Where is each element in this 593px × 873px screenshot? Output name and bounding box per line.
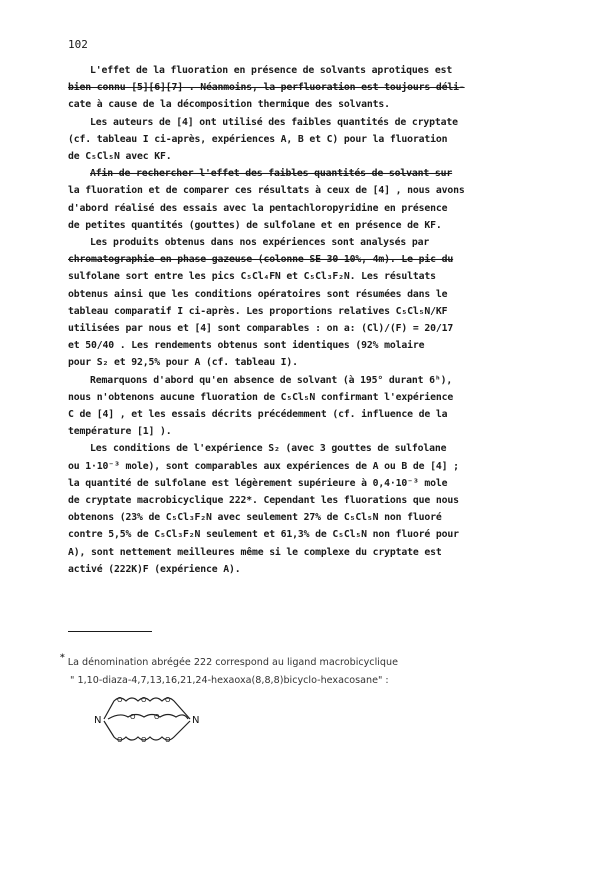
text-line: sulfolane sort entre les pics C₅Cl₄FN et C₅Cl₃F₂N. Les résultats bbox=[68, 271, 436, 283]
text-line: A), sont nettement meilleures même si le complexe du cryptate est bbox=[68, 546, 442, 558]
paragraph-1 bbox=[68, 62, 523, 114]
text-line: Afin de rechercher l'effet des faibles quantités de solvant sur bbox=[90, 168, 453, 180]
text-line: de C₅Cl₅N avec KF. bbox=[68, 151, 172, 163]
oxygen-label: O bbox=[117, 696, 123, 704]
oxygen-label: O bbox=[154, 713, 160, 721]
oxygen-label: O bbox=[165, 736, 171, 744]
text-line: la quantité de sulfolane est légèrement supérieure à 0,4·10⁻³ mole bbox=[68, 477, 448, 489]
text-line: la fluoration et de comparer ces résultats à ceux de [4] , nous avons bbox=[68, 185, 465, 197]
cryptand-structure-diagram bbox=[92, 692, 212, 748]
text-line: Les produits obtenus dans nos expériences sont analysés par bbox=[90, 237, 430, 249]
text-line: nous n'obtenons aucune fluoration de C₅Cl₅N confirmant l'expérience bbox=[68, 391, 454, 403]
paragraph-5 bbox=[68, 372, 523, 441]
oxygen-label: O bbox=[141, 736, 147, 744]
text-line: de cryptate macrobicyclique 222*. Cependant les fluorations que nous bbox=[68, 495, 459, 507]
paragraph-2 bbox=[68, 114, 523, 166]
text-line: obtenons (23% de C₅Cl₃F₂N avec seulement 27% de C₅Cl₅N non fluoré bbox=[68, 512, 442, 524]
text-line: cate à cause de la décomposition thermique des solvants. bbox=[68, 99, 390, 111]
text-line: activé (222K)F (expérience A). bbox=[68, 563, 241, 575]
text-line: (cf. tableau I ci-après, expériences A, B et C) pour la fluoration bbox=[68, 133, 448, 145]
text-line: utilisées par nous et [4] sont comparables : on a: (Cl)/(F) = 20/17 bbox=[68, 323, 454, 335]
oxygen-label: O bbox=[141, 696, 147, 704]
nitrogen-right-label: N bbox=[192, 715, 200, 726]
text-line: ou 1·10⁻³ mole), sont comparables aux expériences de A ou B de [4] ; bbox=[68, 460, 459, 472]
text-line: tableau comparatif I ci-après. Les proportions relatives C₅Cl₅N/KF bbox=[68, 305, 448, 317]
text-line: pour S₂ et 92,5% pour A (cf. tableau I). bbox=[68, 357, 298, 369]
text-line: obtenus ainsi que les conditions opératoires sont résumées dans le bbox=[68, 288, 448, 300]
text-line: Remarquons d'abord qu'en absence de solvant (à 195° durant 6ʰ), bbox=[90, 374, 453, 386]
oxygen-label: O bbox=[117, 736, 123, 744]
page-number: 102 bbox=[68, 38, 88, 51]
footnote-marker: * bbox=[60, 653, 65, 663]
oxygen-label: O bbox=[130, 713, 136, 721]
text-line: Les conditions de l'expérience S₂ (avec 3 gouttes de sulfolane bbox=[90, 443, 447, 455]
text-line: température [1] ). bbox=[68, 426, 172, 438]
text-line: chromatographie en phase gazeuse (colonne SE 30 10%, 4m). Le pic du bbox=[68, 254, 454, 266]
text-line: C de [4] , et les essais décrits précédemment (cf. influence de la bbox=[68, 409, 448, 421]
text-line: d'abord réalisé des essais avec la pentachloropyridine en présence bbox=[68, 202, 448, 214]
paragraph-4 bbox=[68, 234, 523, 372]
text-line: et 50/40 . Les rendements obtenus sont identiques (92% molaire bbox=[68, 340, 425, 352]
text-line: bien connu [5][6][7] . Néanmoins, la perfluoration est toujours déli- bbox=[68, 82, 465, 94]
footnote-line-2: " 1,10-diaza-4,7,13,16,21,24-hexaoxa(8,8,8)bicyclo-hexacosane" : bbox=[70, 675, 389, 686]
body-text bbox=[68, 62, 523, 578]
text-line: Les auteurs de [4] ont utilisé des faibles quantités de cryptate bbox=[90, 116, 458, 128]
oxygen-label: O bbox=[165, 696, 171, 704]
paragraph-3 bbox=[68, 165, 523, 234]
paragraph-6 bbox=[68, 440, 523, 578]
nitrogen-left-label: N bbox=[94, 715, 102, 726]
text-line: de petites quantités (gouttes) de sulfolane et en présence de KF. bbox=[68, 219, 442, 231]
footnote-line-1: La dénomination abrégée 222 correspond au ligand macrobicyclique bbox=[67, 657, 398, 668]
text-line: L'effet de la fluoration en présence de solvants aprotiques est bbox=[90, 65, 453, 76]
footnote bbox=[60, 654, 520, 690]
text-line: contre 5,5% de C₅Cl₃F₂N seulement et 61,3% de C₅Cl₅N non fluoré pour bbox=[68, 529, 459, 541]
footnote-rule bbox=[68, 631, 152, 632]
